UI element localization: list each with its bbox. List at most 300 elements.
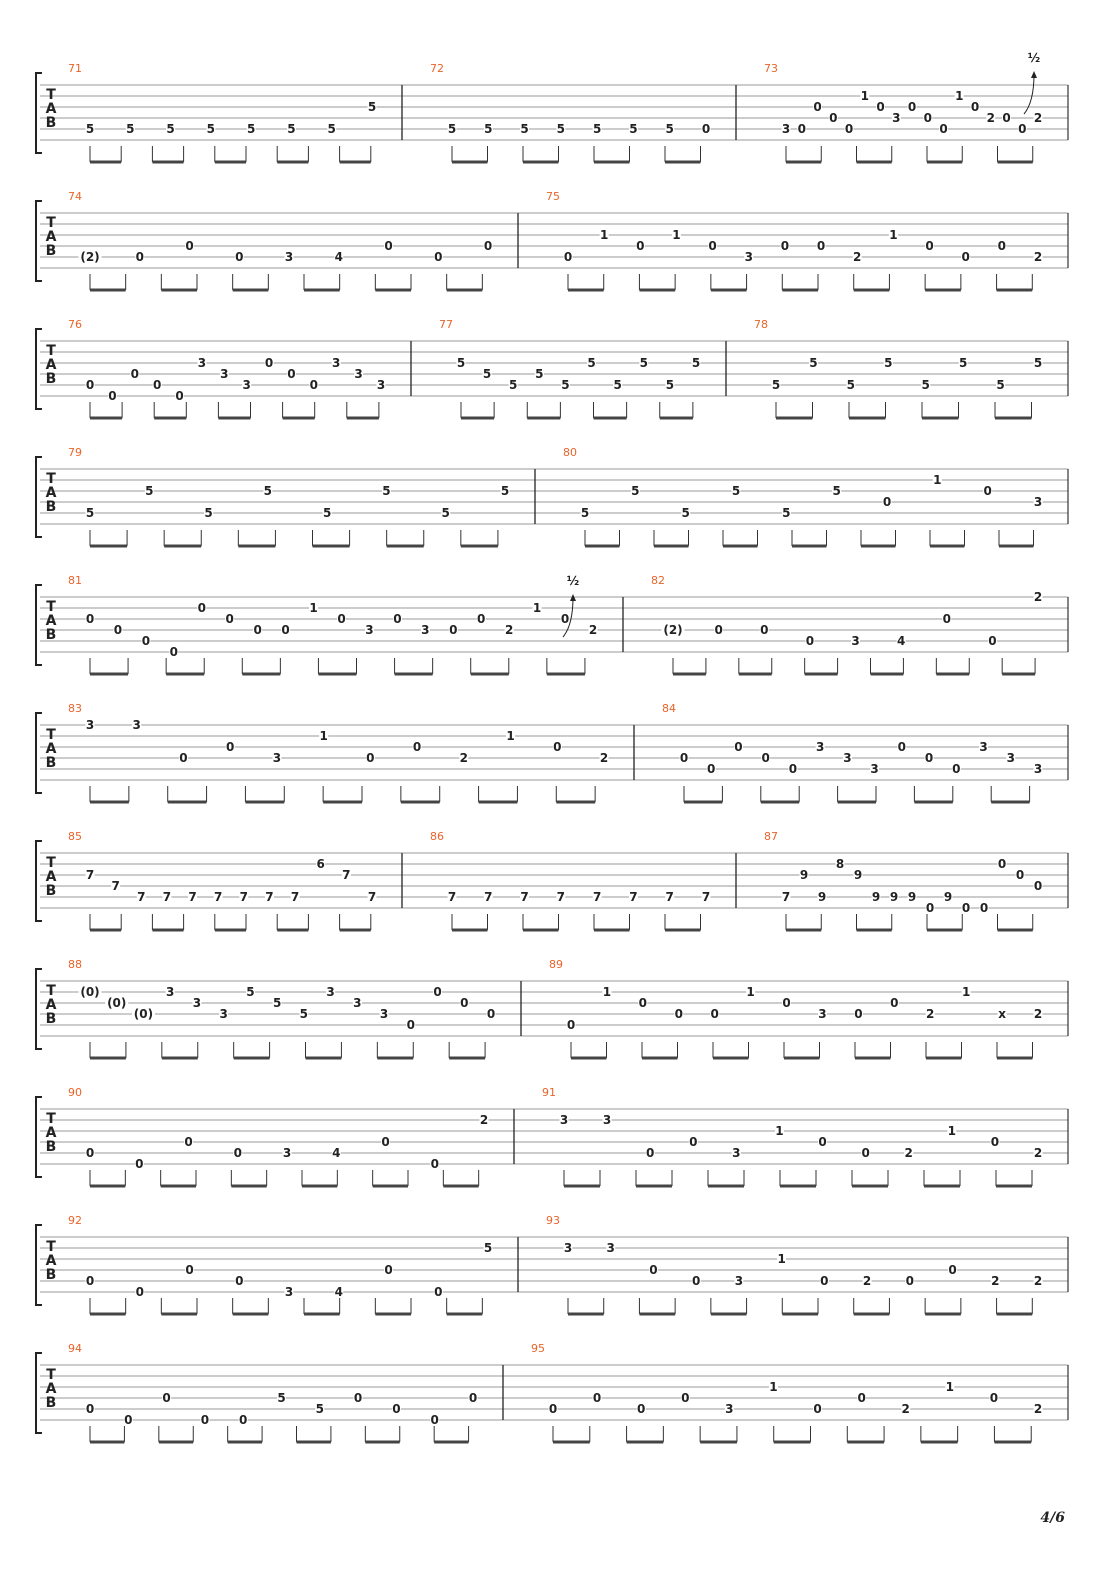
fret-number: 5 <box>263 484 273 498</box>
fret-number: 0 <box>961 250 970 264</box>
fret-number: 7 <box>111 879 120 893</box>
tab-clef-letter: T <box>46 599 56 615</box>
tab-clef-letter: T <box>46 855 56 871</box>
fret-number: 5 <box>996 378 1005 392</box>
fret-number: 1 <box>599 228 609 242</box>
fret-number: 5 <box>85 506 95 520</box>
measure-number: 85 <box>68 830 82 843</box>
fret-number: 0 <box>924 751 934 765</box>
fret-number: 2 <box>1033 250 1043 264</box>
measure-number: 92 <box>68 1214 82 1227</box>
fret-number: 1 <box>532 601 542 615</box>
fret-number: 0 <box>253 623 262 637</box>
fret-number: 0 <box>233 1146 242 1160</box>
fret-number: 0 <box>85 378 95 392</box>
fret-number: 7 <box>592 890 602 904</box>
fret-number: x <box>998 1007 1006 1021</box>
fret-number: 8 <box>835 857 845 871</box>
fret-number: 0 <box>948 1263 957 1277</box>
fret-number: 5 <box>1033 356 1043 370</box>
tab-system <box>36 446 1068 546</box>
tab-clef-letter: T <box>46 471 56 487</box>
measure-number: 77 <box>439 318 453 331</box>
fret-number: 2 <box>991 1274 1000 1288</box>
tab-system <box>36 62 1068 162</box>
fret-number: 0 <box>707 762 716 776</box>
fret-number: 9 <box>799 868 809 882</box>
fret-number: 0 <box>861 1146 870 1160</box>
fret-number: 0 <box>925 901 935 915</box>
fret-number: 3 <box>815 740 825 754</box>
fret-number: 7 <box>556 890 566 904</box>
fret-number: 5 <box>322 506 332 520</box>
tab-clef-letter: T <box>46 343 56 359</box>
tab-clef-letter: B <box>45 243 57 259</box>
fret-number: 7 <box>484 890 493 904</box>
fret-number: 0 <box>406 1018 415 1032</box>
tab-system <box>36 318 1068 418</box>
fret-number: 0 <box>876 100 885 114</box>
measure-number: 93 <box>546 1214 560 1227</box>
fret-number: 3 <box>781 122 791 136</box>
fret-number: 0 <box>566 1018 576 1032</box>
fret-number: 0 <box>184 1135 193 1149</box>
measure-number: 88 <box>68 958 82 971</box>
fret-number: 3 <box>559 1113 569 1127</box>
fret-number: 7 <box>781 890 791 904</box>
fret-number: 9 <box>817 890 827 904</box>
fret-number: 0 <box>124 1413 133 1427</box>
fret-number: 0 <box>638 996 648 1010</box>
fret-number: 3 <box>725 1402 734 1416</box>
tab-system <box>36 830 1068 930</box>
tab-clef-letter: A <box>45 357 57 373</box>
fret-number: 0 <box>449 623 458 637</box>
tab-clef-letter: A <box>45 1381 57 1397</box>
fret-number: 3 <box>332 356 341 370</box>
measure-number: 75 <box>546 190 560 203</box>
fret-number: 0 <box>854 1007 863 1021</box>
fret-number: 5 <box>665 378 675 392</box>
fret-number: 1 <box>955 89 964 103</box>
fret-number: 0 <box>235 1274 244 1288</box>
fret-number: 5 <box>681 506 690 520</box>
fret-number: 0 <box>952 762 961 776</box>
fret-number: 0 <box>674 1007 683 1021</box>
fret-number: 0 <box>468 1391 478 1405</box>
fret-number: 0 <box>239 1413 248 1427</box>
fret-number: 7 <box>188 890 197 904</box>
fret-number: 2 <box>853 250 862 264</box>
fret-number: 3 <box>376 378 386 392</box>
fret-number: 5 <box>246 985 255 999</box>
fret-number: 0 <box>681 1391 690 1405</box>
fret-number: 5 <box>204 506 213 520</box>
fret-number: 0 <box>384 1263 393 1277</box>
fret-number: (0) <box>80 985 100 999</box>
fret-number: 9 <box>871 890 881 904</box>
fret-number: 3 <box>282 1146 292 1160</box>
tab-clef-letter: B <box>45 115 57 131</box>
fret-number: 0 <box>714 623 723 637</box>
tab-clef-letter: T <box>46 215 56 231</box>
fret-number: 0 <box>135 1285 144 1299</box>
fret-number: 7 <box>239 890 248 904</box>
fret-number: 0 <box>264 356 274 370</box>
fret-number: 0 <box>169 645 179 659</box>
fret-number: 1 <box>746 985 755 999</box>
fret-number: 3 <box>1006 751 1015 765</box>
fret-number: 0 <box>844 122 854 136</box>
tab-clef-letter: B <box>45 1139 57 1155</box>
fret-number: 3 <box>1033 762 1043 776</box>
fret-number: 0 <box>434 1285 443 1299</box>
tab-clef-letter: B <box>45 1011 57 1027</box>
measure-number: 80 <box>563 446 577 459</box>
fret-number: 2 <box>1033 1146 1043 1160</box>
fret-number: 5 <box>629 122 638 136</box>
fret-number: 3 <box>197 356 207 370</box>
fret-number: 2 <box>862 1274 872 1288</box>
fret-number: 1 <box>777 1252 786 1266</box>
fret-number: 7 <box>701 890 711 904</box>
fret-number: 2 <box>1033 1274 1043 1288</box>
tab-system <box>36 190 1068 290</box>
fret-number: 7 <box>520 890 529 904</box>
fret-number: 5 <box>447 122 457 136</box>
fret-number: 3 <box>219 1007 228 1021</box>
fret-number: 0 <box>961 901 971 915</box>
fret-number: 0 <box>85 1402 95 1416</box>
fret-number: 3 <box>1033 495 1043 509</box>
fret-number: 1 <box>672 228 681 242</box>
fret-number: 7 <box>629 890 638 904</box>
tab-clef-letter: A <box>45 229 57 245</box>
fret-number: 0 <box>990 1135 1000 1149</box>
measure-number: 82 <box>651 574 665 587</box>
fret-number: 0 <box>780 239 790 253</box>
fret-number: 5 <box>639 356 648 370</box>
fret-number: 0 <box>890 996 899 1010</box>
fret-number: 0 <box>692 1274 701 1288</box>
fret-number: 0 <box>85 1146 95 1160</box>
measure-number: 94 <box>68 1342 82 1355</box>
measure-number: 91 <box>542 1086 556 1099</box>
fret-number: 0 <box>1033 879 1043 893</box>
fret-number: 4 <box>896 634 906 648</box>
fret-number: 0 <box>85 1274 95 1288</box>
fret-number: 0 <box>108 389 117 403</box>
tab-clef-letter: A <box>45 869 57 885</box>
fret-number: 0 <box>820 1274 829 1288</box>
tab-clef-letter: A <box>45 101 57 117</box>
fret-number: 3 <box>354 367 363 381</box>
fret-number: 0 <box>592 1391 602 1405</box>
fret-number: 0 <box>813 100 822 114</box>
fret-number: 1 <box>506 729 515 743</box>
fret-number: 0 <box>563 250 573 264</box>
tab-system <box>36 1086 1068 1186</box>
fret-number: 9 <box>889 890 899 904</box>
fret-number: 2 <box>479 1113 489 1127</box>
fret-number: 0 <box>816 239 826 253</box>
fret-number: 3 <box>606 1241 615 1255</box>
fret-number: 7 <box>265 890 274 904</box>
fret-number: 0 <box>200 1413 210 1427</box>
fret-number: 0 <box>430 1413 439 1427</box>
fret-number: (0) <box>107 996 127 1010</box>
fret-number: 3 <box>818 1007 827 1021</box>
fret-number: 2 <box>504 623 514 637</box>
fret-number: 0 <box>925 239 934 253</box>
tab-clef-letter: B <box>45 627 57 643</box>
fret-number: 0 <box>679 751 689 765</box>
fret-number: 5 <box>287 122 296 136</box>
fret-number: 2 <box>926 1007 935 1021</box>
measure-number: 89 <box>549 958 563 971</box>
fret-number: 0 <box>141 634 151 648</box>
fret-number: 5 <box>613 378 622 392</box>
fret-number: 3 <box>744 250 753 264</box>
fret-number: 0 <box>882 495 892 509</box>
fret-number: 5 <box>631 484 640 498</box>
tab-clef-letter: B <box>45 371 57 387</box>
fret-number: 0 <box>646 1146 655 1160</box>
tab-clef-letter: B <box>45 755 57 771</box>
fret-number: 0 <box>560 612 570 626</box>
fret-number: 5 <box>592 122 602 136</box>
measure-number: 72 <box>430 62 444 75</box>
fret-number: 0 <box>689 1135 698 1149</box>
fret-number: 0 <box>997 857 1007 871</box>
fret-number: 7 <box>214 890 223 904</box>
fret-number: 9 <box>853 868 863 882</box>
fret-number: 2 <box>901 1402 910 1416</box>
fret-number: 3 <box>326 985 335 999</box>
fret-number: 0 <box>805 634 815 648</box>
fret-number: 7 <box>162 890 172 904</box>
fret-number: 5 <box>299 1007 309 1021</box>
fret-number: 0 <box>381 1135 390 1149</box>
fret-number: 5 <box>206 122 216 136</box>
fret-number: 5 <box>166 122 175 136</box>
fret-number: 5 <box>535 367 544 381</box>
tab-clef-letter: B <box>45 1395 57 1411</box>
fret-number: 7 <box>665 890 674 904</box>
tab-system <box>36 1342 1068 1442</box>
fret-number: 0 <box>905 1274 914 1288</box>
fret-number: 5 <box>482 367 492 381</box>
fret-number: 0 <box>179 751 188 765</box>
fret-number: 5 <box>771 378 781 392</box>
fret-number: 3 <box>353 996 362 1010</box>
fret-number: 3 <box>85 718 95 732</box>
fret-number: 2 <box>1033 1402 1043 1416</box>
fret-number: 5 <box>145 484 154 498</box>
fret-number: 0 <box>235 250 244 264</box>
measure-number: 83 <box>68 702 82 715</box>
fret-number: 0 <box>1002 111 1011 125</box>
fret-number: 0 <box>857 1391 866 1405</box>
fret-number: 0 <box>225 612 234 626</box>
fret-number: 0 <box>135 250 144 264</box>
fret-number: 3 <box>192 996 202 1010</box>
fret-number: 5 <box>315 1402 324 1416</box>
fret-number: 0 <box>701 122 711 136</box>
fret-number: 5 <box>884 356 893 370</box>
fret-number: 0 <box>113 623 123 637</box>
fret-number: 5 <box>500 484 510 498</box>
fret-number: 0 <box>997 239 1007 253</box>
fret-number: 0 <box>710 1007 719 1021</box>
fret-number: 2 <box>588 623 598 637</box>
measure-number: 78 <box>754 318 768 331</box>
fret-number: 9 <box>907 890 917 904</box>
fret-number: 3 <box>734 1274 744 1288</box>
fret-number: 0 <box>782 996 791 1010</box>
tab-system <box>36 574 1068 674</box>
fret-number: 1 <box>961 985 971 999</box>
fret-number: 2 <box>1033 1007 1043 1021</box>
fret-number: 5 <box>367 100 377 114</box>
fret-number: 0 <box>477 612 486 626</box>
fret-number: 0 <box>818 1135 827 1149</box>
fret-number: 5 <box>85 122 95 136</box>
fret-number: 3 <box>421 623 430 637</box>
tab-clef-letter: T <box>46 983 56 999</box>
fret-number: 3 <box>365 623 374 637</box>
tab-clef-letter: T <box>46 87 56 103</box>
fret-number: 0 <box>983 484 992 498</box>
fret-number: 0 <box>434 250 443 264</box>
fret-number: 0 <box>708 239 717 253</box>
fret-number: 5 <box>456 356 466 370</box>
fret-number: 0 <box>829 111 838 125</box>
fret-number: 0 <box>1018 122 1027 136</box>
measure-number: 87 <box>764 830 778 843</box>
fret-number: 0 <box>649 1263 658 1277</box>
fret-number: 3 <box>602 1113 612 1127</box>
fret-number: 3 <box>843 751 852 765</box>
measure-number: 86 <box>430 830 444 843</box>
tab-system <box>36 958 1068 1058</box>
fret-number: 0 <box>460 996 469 1010</box>
fret-number: 0 <box>185 239 194 253</box>
fret-number: 0 <box>430 1157 439 1171</box>
fret-number: 3 <box>732 1146 741 1160</box>
fret-number: 0 <box>939 122 948 136</box>
fret-number: 5 <box>382 484 391 498</box>
bend-arrow <box>1024 74 1034 114</box>
fret-number: 0 <box>548 1402 558 1416</box>
fret-number: 5 <box>556 122 566 136</box>
tab-clef-letter: B <box>45 1267 57 1283</box>
fret-number: 3 <box>220 367 229 381</box>
fret-number: 5 <box>277 1391 286 1405</box>
fret-number: 5 <box>509 378 518 392</box>
bend-label: ½ <box>1027 51 1041 65</box>
fret-number: 0 <box>353 1391 363 1405</box>
fret-number: 0 <box>636 239 645 253</box>
tab-clef-letter: A <box>45 613 57 629</box>
fret-number: 0 <box>761 751 770 765</box>
fret-number: 0 <box>152 378 162 392</box>
fret-number: 0 <box>366 751 375 765</box>
fret-number: 5 <box>483 1241 493 1255</box>
fret-number: 2 <box>599 751 609 765</box>
fret-number: 0 <box>412 740 422 754</box>
fret-number: 5 <box>731 484 741 498</box>
fret-number: 5 <box>832 484 841 498</box>
fret-number: 0 <box>979 901 989 915</box>
fret-number: 0 <box>734 740 743 754</box>
fret-number: 3 <box>132 718 141 732</box>
fret-number: 3 <box>284 250 294 264</box>
fret-number: (0) <box>133 1007 154 1021</box>
fret-number: 0 <box>185 1263 194 1277</box>
fret-number: 3 <box>272 751 282 765</box>
fret-number: 4 <box>334 1285 343 1299</box>
fret-number: 0 <box>226 740 235 754</box>
measure-number: 90 <box>68 1086 82 1099</box>
tab-clef-letter: B <box>45 883 57 899</box>
fret-number: 1 <box>775 1124 784 1138</box>
tab-clef-letter: A <box>45 485 57 501</box>
fret-number: 0 <box>433 985 442 999</box>
measure-number: 84 <box>662 702 676 715</box>
tab-clef-letter: B <box>45 499 57 515</box>
tab-clef-letter: A <box>45 1125 57 1141</box>
fret-number: 0 <box>85 612 95 626</box>
fret-number: 0 <box>553 740 562 754</box>
fret-number: 1 <box>945 1380 954 1394</box>
tab-system <box>36 702 1068 802</box>
fret-number: 0 <box>637 1402 646 1416</box>
measure-number: 81 <box>68 574 82 587</box>
fret-number: 1 <box>309 601 318 615</box>
fret-number: 0 <box>309 378 319 392</box>
fret-number: 3 <box>979 740 988 754</box>
fret-number: 3 <box>870 762 879 776</box>
fret-number: (2) <box>663 623 683 637</box>
fret-number: 7 <box>290 890 300 904</box>
fret-number: 0 <box>135 1157 144 1171</box>
tab-clef-letter: T <box>46 1239 56 1255</box>
fret-number: 1 <box>769 1380 778 1394</box>
fret-number: 0 <box>797 122 806 136</box>
measure-number: 74 <box>68 190 82 203</box>
fret-number: 5 <box>561 378 570 392</box>
fret-number: 5 <box>958 356 968 370</box>
measure-number: 71 <box>68 62 82 75</box>
bend-arrowhead <box>1031 71 1037 78</box>
fret-number: 4 <box>332 1146 341 1160</box>
fret-number: 5 <box>691 356 701 370</box>
fret-number: 1 <box>602 985 612 999</box>
fret-number: 5 <box>846 378 856 392</box>
fret-number: 0 <box>989 1391 999 1405</box>
fret-number: 1 <box>889 228 898 242</box>
tab-clef-letter: T <box>46 727 56 743</box>
fret-number: 0 <box>197 601 206 615</box>
fret-number: 7 <box>85 868 95 882</box>
fret-number: 1 <box>860 89 869 103</box>
fret-number: 0 <box>923 111 932 125</box>
fret-number: 3 <box>379 1007 389 1021</box>
fret-number: 0 <box>130 367 139 381</box>
fret-number: 5 <box>580 506 590 520</box>
bend-label: ½ <box>566 574 580 588</box>
